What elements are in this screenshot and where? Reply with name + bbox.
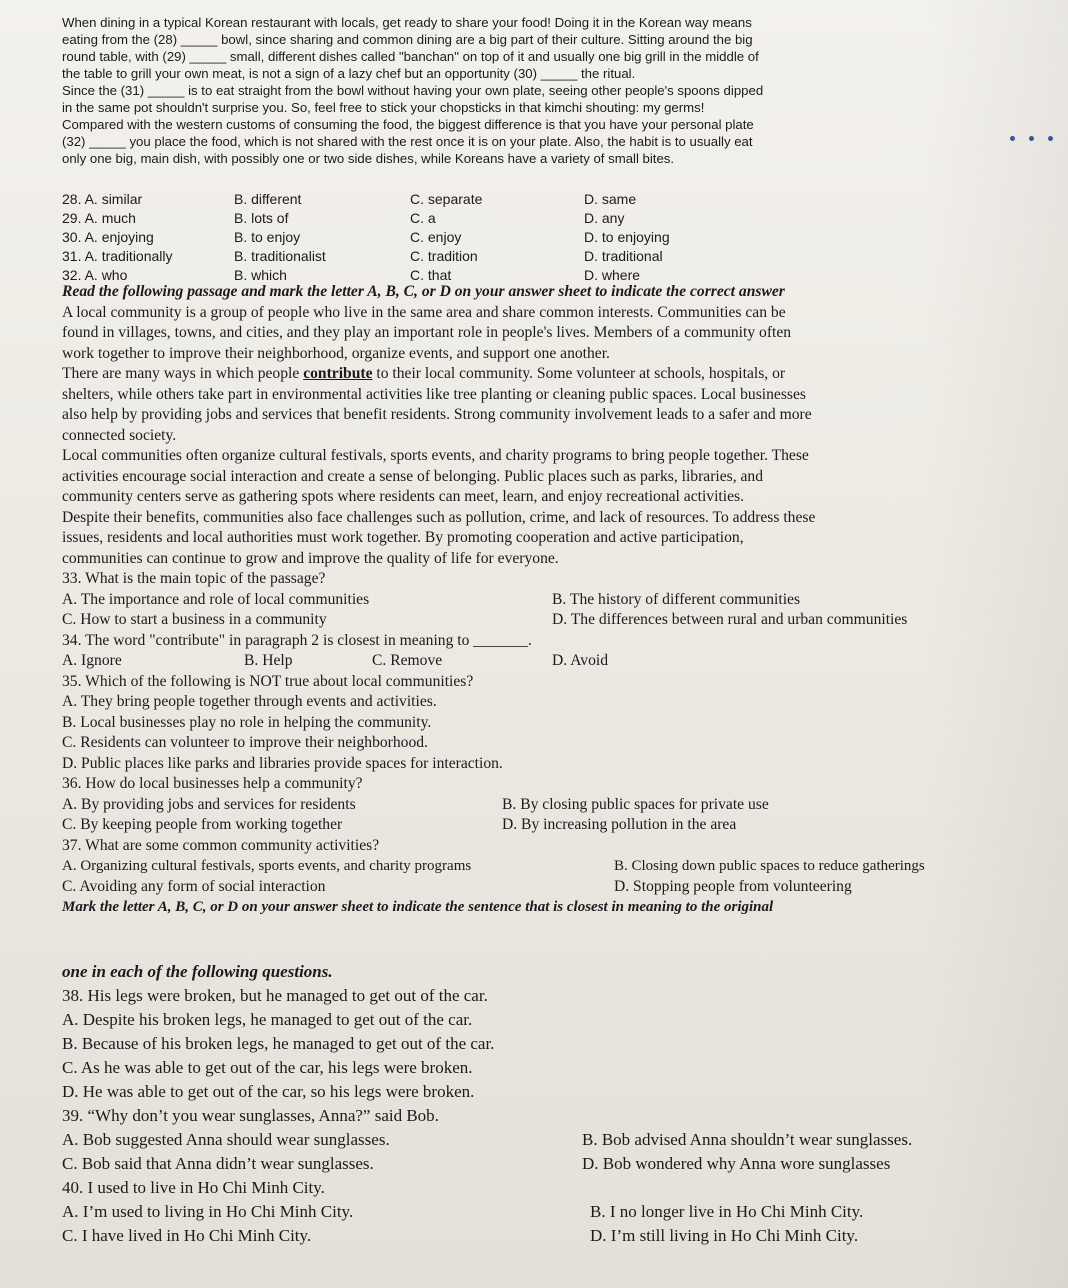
- option-a: A. Despite his broken legs, he managed to get out of the car.: [62, 1010, 473, 1029]
- option-c: C. Residents can volunteer to improve their neighborhood.: [62, 734, 428, 751]
- passage-line: (32) _____ you place the food, which is not shared with the rest once it is on your plate. Also, the habit is to usually eat: [62, 134, 753, 149]
- option-row-29: [62, 209, 782, 228]
- option-d: D. where: [584, 267, 641, 283]
- option-d: D. By increasing pollution in the area: [502, 816, 737, 833]
- option-b: B. By closing public spaces for private use: [502, 795, 769, 813]
- question-40-stem: 40. I used to live in Ho Chi Minh City.: [62, 1178, 325, 1197]
- option-b: B. Bob advised Anna shouldn’t wear sunglasses.: [582, 1130, 913, 1149]
- option-d: D. The differences between rural and urban communities: [552, 611, 908, 628]
- option-c: C. that: [410, 267, 452, 283]
- option-a: A. By providing jobs and services for residents: [62, 795, 356, 813]
- question-33-stem: 33. What is the main topic of the passage?: [62, 570, 326, 587]
- question-40-options: [62, 1200, 1052, 1224]
- option-b: B. The history of different communities: [552, 590, 801, 608]
- option-row-30: [62, 228, 782, 247]
- option-a: A. I’m used to living in Ho Chi Minh City.: [62, 1202, 354, 1221]
- option-d: D. He was able to get out of the car, so his legs were broken.: [62, 1082, 475, 1101]
- question-37-options: [62, 856, 1052, 877]
- passage-line: communities can continue to grow and improve the quality of life for everyone.: [62, 549, 559, 567]
- passage-line: in the same pot shouldn't surprise you. So, feel free to stick your chopsticks in that kimchi shouting: my germs!: [62, 100, 705, 115]
- option-c: C. By keeping people from working together: [62, 816, 343, 833]
- option-b: B. Closing down public spaces to reduce gatherings: [614, 858, 925, 874]
- option-d: D. same: [584, 191, 637, 207]
- option-d: D. Avoid: [552, 652, 609, 669]
- option-a: 28. A. similar: [62, 191, 143, 207]
- question-33-options: [62, 590, 1052, 611]
- passage-line: found in villages, towns, and cities, and they play an important role in people's lives. Members of a community often: [62, 324, 792, 341]
- question-35-stem: 35. Which of the following is NOT true about local communities?: [62, 672, 474, 690]
- question-37-options: [62, 877, 1052, 898]
- option-c: C. enjoy: [410, 229, 462, 245]
- option-d: D. to enjoying: [584, 229, 670, 245]
- option-c: C. Avoiding any form of social interaction: [62, 877, 326, 895]
- passage-line: also help by providing jobs and services that benefit residents. Strong community involvement leads to a safer and more: [62, 406, 812, 423]
- option-c: C. How to start a business in a community: [62, 611, 327, 628]
- option-a: 31. A. traditionally: [62, 248, 173, 264]
- passage-line: Compared with the western customs of consuming the food, the biggest difference is that you have your personal plate: [62, 117, 754, 132]
- ellipsis-dots-icon: [1010, 128, 1067, 146]
- question-34-options: [62, 651, 1052, 672]
- passage-line: Since the (31) _____ is to eat straight from the bowl without having your own plate, seeing other people's spoons dipped: [62, 83, 764, 98]
- option-b: B. traditionalist: [234, 248, 326, 264]
- option-d: D. Stopping people from volunteering: [614, 877, 852, 895]
- question-33-options: [62, 610, 1052, 631]
- instruction-reading: Read the following passage and mark the letter A, B, C, or D on your answer sheet to indicate the correct answer: [62, 283, 785, 300]
- question-39-options: [62, 1152, 1052, 1176]
- option-a: 29. A. much: [62, 210, 136, 226]
- option-b: B. which: [234, 267, 287, 283]
- option-a: A. Ignore: [62, 652, 122, 669]
- question-38-stem: 38. His legs were broken, but he managed to get out of the car.: [62, 986, 488, 1005]
- option-b: B. Because of his broken legs, he managed to get out of the car.: [62, 1034, 495, 1053]
- option-c: C. separate: [410, 191, 483, 207]
- option-b: B. I no longer live in Ho Chi Minh City.: [590, 1202, 864, 1221]
- passage-line: community centers serve as gathering spots where residents can meet, learn, and enjoy recreational activities.: [62, 488, 744, 505]
- passage-line: eating from the (28) _____ bowl, since sharing and common dining are a big part of their culture. Sitting around the big: [62, 32, 753, 47]
- option-d: D. any: [584, 210, 625, 226]
- option-c: C. As he was able to get out of the car, his legs were broken.: [62, 1058, 473, 1077]
- reading-section: [62, 282, 1002, 918]
- question-39-stem: 39. “Why don’t you wear sunglasses, Anna?” said Bob.: [62, 1106, 439, 1125]
- passage-korean-dining: [62, 14, 942, 167]
- passage-line: [62, 364, 1002, 385]
- question-34-stem: 34. The word "contribute" in paragraph 2 is closest in meaning to _______.: [62, 631, 532, 649]
- passage-line: issues, residents and local authorities must work together. By promoting cooperation and active participation,: [62, 529, 744, 546]
- option-d: D. I’m still living in Ho Chi Minh City.: [590, 1226, 859, 1245]
- question-39-options: [62, 1128, 1052, 1152]
- highlighted-word: contribute: [303, 365, 373, 382]
- question-40-options: [62, 1224, 1052, 1248]
- passage-line: connected society.: [62, 426, 177, 444]
- option-row-28: [62, 190, 782, 209]
- option-a: A. The importance and role of local communities: [62, 590, 370, 608]
- option-c: C. a: [410, 210, 436, 226]
- cloze-options: [62, 190, 782, 285]
- option-b: B. Local businesses play no role in helping the community.: [62, 713, 432, 731]
- passage-line: Local communities often organize cultural festivals, sports events, and charity programs to bring people together. These: [62, 447, 809, 464]
- option-c: C. Remove: [372, 652, 443, 669]
- option-d: D. Bob wondered why Anna wore sunglasses: [582, 1154, 891, 1173]
- passage-line: work together to improve their neighborhood, organize events, and support one another.: [62, 344, 610, 362]
- option-a: A. Bob suggested Anna should wear sunglasses.: [62, 1130, 390, 1149]
- question-36-options: [62, 815, 1052, 836]
- question-36-options: [62, 795, 1052, 816]
- option-b: B. Help: [244, 652, 293, 669]
- text-run: to their local community. Some volunteer at schools, hospitals, or: [376, 365, 786, 382]
- option-c: C. Bob said that Anna didn’t wear sunglasses.: [62, 1154, 374, 1173]
- passage-line: When dining in a typical Korean restaurant with locals, get ready to share your food! Doing it in the Korean way means: [62, 15, 752, 30]
- option-c: C. I have lived in Ho Chi Minh City.: [62, 1226, 312, 1245]
- question-37-stem: 37. What are some common community activities?: [62, 836, 380, 854]
- passage-line: shelters, while others take part in environmental activities like tree planting or cleaning public spaces. Local businesses: [62, 385, 806, 403]
- option-d: D. Public places like parks and libraries provide spaces for interaction.: [62, 754, 503, 772]
- transformation-section: [62, 960, 1052, 1248]
- option-b: B. lots of: [234, 210, 289, 226]
- option-row-31: [62, 247, 782, 266]
- passage-line: Despite their benefits, communities also face challenges such as pollution, crime, and lack of resources. To address these: [62, 508, 816, 526]
- passage-line: round table, with (29) _____ small, different dishes called "banchan" on top of it and usually one big grill in the middle of: [62, 49, 759, 64]
- option-b: B. different: [234, 191, 302, 207]
- option-b: B. to enjoy: [234, 229, 301, 245]
- passage-line: activities encourage social interaction and create a sense of belonging. Public places such as parks, libraries, and: [62, 467, 764, 485]
- option-a: 30. A. enjoying: [62, 229, 154, 245]
- option-d: D. traditional: [584, 248, 663, 264]
- option-a: A. Organizing cultural festivals, sports events, and charity programs: [62, 858, 472, 874]
- passage-line: only one big, main dish, with possibly one or two side dishes, while Koreans have a variety of small bites.: [62, 151, 675, 166]
- text-run: There are many ways in which people: [62, 365, 300, 382]
- option-a: A. They bring people together through events and activities.: [62, 693, 437, 710]
- instruction-transformation: Mark the letter A, B, C, or D on your answer sheet to indicate the sentence that is closest in meaning to the original: [62, 899, 774, 915]
- passage-line: A local community is a group of people who live in the same area and share common interests. Communities can be: [62, 303, 786, 321]
- option-a: 32. A. who: [62, 267, 128, 283]
- instruction-transformation-cont: one in each of the following questions.: [62, 962, 333, 981]
- option-c: C. tradition: [410, 248, 478, 264]
- question-36-stem: 36. How do local businesses help a community?: [62, 775, 363, 792]
- passage-line: the table to grill your own meat, is not a sign of a lazy chef but an opportunity (30) _____ the ritual.: [62, 66, 636, 81]
